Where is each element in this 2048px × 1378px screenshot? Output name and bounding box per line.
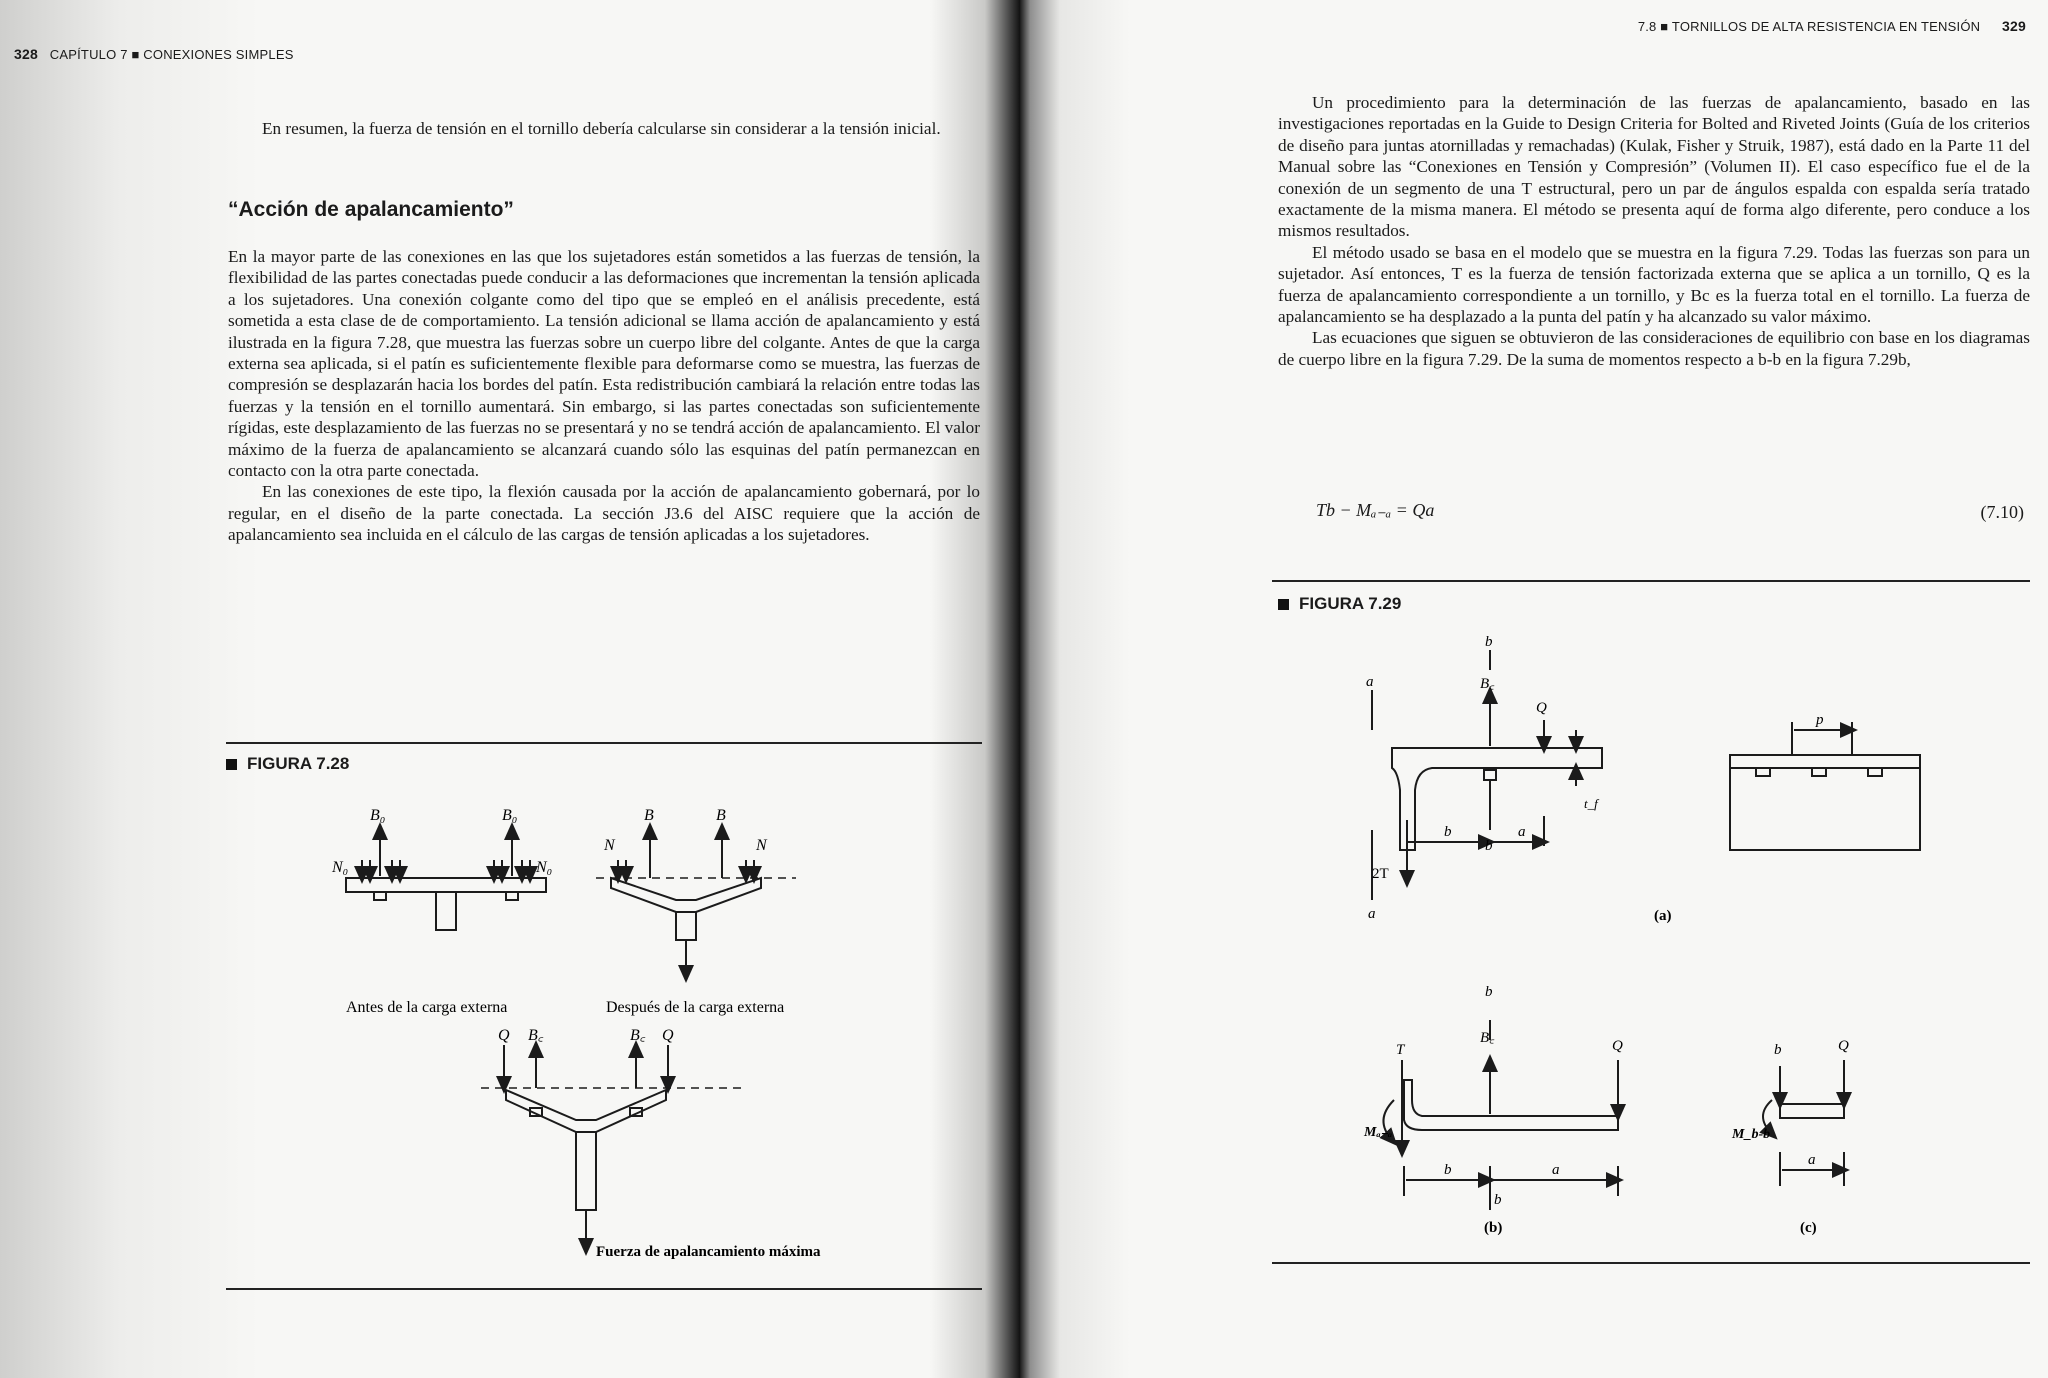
- label-n-right: N: [756, 837, 767, 854]
- caption-c: (c): [1800, 1220, 1817, 1236]
- max-prying-diagram: [481, 1045, 746, 1248]
- right-paragraph-2: El método usado se basa en el modelo que se muestra en la figura 7.29. Todas las fuerzas son para un sujetador. Así entonces, T es la fuerza de tensión factorizada externa que se aplica a un tornillo, Q es la fuerza de apalancamiento correspondiente a un tornillo, y Bc es la fuerza total en el tornillo. La fuerza de apalancamiento se ha desplazado a la punta del patín y ha alcanzado su valor máximo.: [1278, 242, 2030, 327]
- label-n-left: N: [604, 837, 615, 854]
- left-page: [0, 0, 1020, 1378]
- caption-a: (a): [1654, 908, 1672, 924]
- label-2t: 2T: [1372, 866, 1389, 882]
- left-page-number: 328: [14, 46, 38, 62]
- left-paragraph-2: En las conexiones de este tipo, la flexión causada por la acción de apalancamiento gobernará, por lo regular, en el diseño de la parte conectada. La sección J3.6 del AISC requiere que la acción de apalancamiento sea incluida en el cálculo de las cargas de tensión aplicadas a los sujetadores.: [228, 482, 980, 545]
- label-b-c: b: [1774, 1042, 1782, 1058]
- label-b0-left: B₀: [370, 807, 386, 824]
- label-max-prying: Fuerza de apalancamiento máxima: [596, 1244, 821, 1260]
- figure-728-bottom-rule: [226, 1288, 982, 1290]
- label-q-c: Q: [1838, 1038, 1849, 1054]
- square-bullet-icon: [1278, 599, 1289, 610]
- label-b0-right: B₀: [502, 807, 518, 824]
- figure-729-bottom-rule: [1272, 1262, 2030, 1264]
- figure-729-diagram: [1272, 630, 2042, 1260]
- label-a-b-dim: a: [1552, 1162, 1560, 1178]
- label-q-left: Q: [498, 1027, 510, 1044]
- label-p: p: [1816, 712, 1824, 728]
- label-a-dim: a: [1518, 824, 1526, 840]
- label-after-load: Después de la carga externa: [606, 999, 785, 1016]
- figure-728-diagram: [226, 790, 986, 1290]
- label-b-right: B: [716, 807, 726, 824]
- before-load-diagram: [346, 830, 546, 930]
- left-running-head: [14, 46, 294, 62]
- left-body-block: [228, 246, 980, 546]
- label-t-b: T: [1396, 1042, 1405, 1058]
- equation-710-number: (7.10): [1980, 502, 2024, 522]
- label-a-top: a: [1366, 674, 1374, 690]
- equation-710: Tb − Mₐ₋ₐ = Qa: [1316, 500, 1435, 520]
- label-tf: t_f: [1584, 796, 1598, 811]
- label-q-b: Q: [1612, 1038, 1623, 1054]
- left-running-title: CAPÍTULO 7 ■ CONEXIONES SIMPLES: [49, 47, 294, 62]
- label-b-b-dim: b: [1444, 1162, 1452, 1178]
- label-b-left: B: [644, 807, 654, 824]
- figure-728-title: FIGURA 7.28: [247, 754, 350, 773]
- right-page: [1020, 0, 2048, 1378]
- figure-729a-plan: [1730, 722, 1920, 850]
- label-bc-b: B꜀: [1480, 1030, 1495, 1046]
- label-a-bottom: a: [1368, 906, 1376, 922]
- label-bc-left: B꜀: [528, 1027, 544, 1044]
- label-b-dim: b: [1444, 824, 1452, 840]
- label-b-b-bottom: b: [1494, 1192, 1502, 1208]
- right-paragraph-1: Un procedimiento para la determinación de las fuerzas de apalancamiento, basado en las investigaciones reportadas en la Guide to Design Criteria for Bolted and Riveted Joints (Guía de los criterios de diseño para juntas atornilladas y remachadas) (Kulak, Fisher y Struik, 1987), está dado en la Parte 11 del Manual sobre las “Conexiones en Tensión y Compresión” (Volumen II). El caso específico fue el de la conexión de un segmento de una T estructural, pero un par de ángulos espalda con espalda sería tratado exactamente de la misma manera. El método se presenta aquí de forma algo diferente, pero conduce a los mismos resultados.: [1278, 93, 2030, 241]
- left-paragraph-1: En la mayor parte de las conexiones en las que los sujetadores están sometidos a las fuerzas de tensión, la flexibilidad de las partes conectadas puede conducir a las deformaciones que incrementan la tensión aplicada a los sujetadores. Una conexión colgante como del tipo que se empleó en el análisis precedente, está sometida a esta clase de de comportamiento. La tensión adicional se llama acción de apalancamiento y está ilustrada en la figura 7.28, que muestra las fuerzas sobre un cuerpo libre del colgante. Antes de que la carga externa sea aplicada, si el patín es suficientemente flexible para deformarse como se muestra, las fuerzas de compresión se desplazarán hacia los bordes del patín. Esta redistribución cambiará la relación entre todas las fuerzas y la tensión en el tornillo aumentará. Sin embargo, si las partes conectadas son suficientemente rígidas, este desplazamiento de las fuerzas no se presentará y no se tendrá acción de apalancamiento. El valor máximo de la fuerza de apalancamiento se alcanzará cuando sólo las esquinas del patín permanezcan en contacto con la otra parte conectada.: [228, 247, 980, 481]
- label-b-b-top: b: [1485, 984, 1493, 1000]
- label-a-c-dim: a: [1808, 1152, 1816, 1168]
- figure-729-heading: [1278, 594, 1401, 614]
- right-page-number: 329: [2002, 18, 2026, 34]
- label-b-mid: b: [1485, 838, 1493, 854]
- figure-728-top-rule: [226, 742, 982, 744]
- figure-729-top-rule: [1272, 580, 2030, 582]
- square-bullet-icon: [226, 759, 237, 770]
- section-heading: “Acción de apalancamiento”: [228, 198, 514, 221]
- label-before-load: Antes de la carga externa: [346, 999, 508, 1016]
- figure-729c-body: [1763, 1060, 1844, 1186]
- figure-728-heading: [226, 754, 349, 774]
- label-bc-a: B꜀: [1480, 676, 1495, 692]
- label-q-right: Q: [662, 1027, 674, 1044]
- label-n0-right: N₀: [536, 859, 553, 876]
- right-running-head: [1638, 18, 2026, 34]
- left-intro-paragraph: En resumen, la fuerza de tensión en el tornillo debería calcularse sin considerar a la tensión inicial.: [262, 119, 941, 138]
- label-n0-left: N₀: [332, 859, 349, 876]
- caption-b: (b): [1484, 1220, 1503, 1236]
- label-q-a: Q: [1536, 700, 1547, 716]
- left-intro-block: [228, 118, 980, 139]
- figure-729b-body: [1383, 1020, 1618, 1210]
- figure-729-title: FIGURA 7.29: [1299, 594, 1402, 613]
- label-maa: Mₐ₋ₐ: [1364, 1125, 1393, 1140]
- right-body-block: [1278, 92, 2030, 370]
- label-mbb: M_b-b: [1732, 1127, 1771, 1142]
- label-b-top: b: [1485, 634, 1493, 650]
- label-bc-right: B꜀: [630, 1027, 646, 1044]
- right-paragraph-3: Las ecuaciones que siguen se obtuvieron de las consideraciones de equilibrio con base en los diagramas de cuerpo libre en la figura 7.29. De la suma de momentos respecto a b-b en la figura 7.29b,: [1278, 328, 2030, 369]
- right-running-title: 7.8 ■ TORNILLOS DE ALTA RESISTENCIA EN TENSIÓN: [1637, 19, 1981, 34]
